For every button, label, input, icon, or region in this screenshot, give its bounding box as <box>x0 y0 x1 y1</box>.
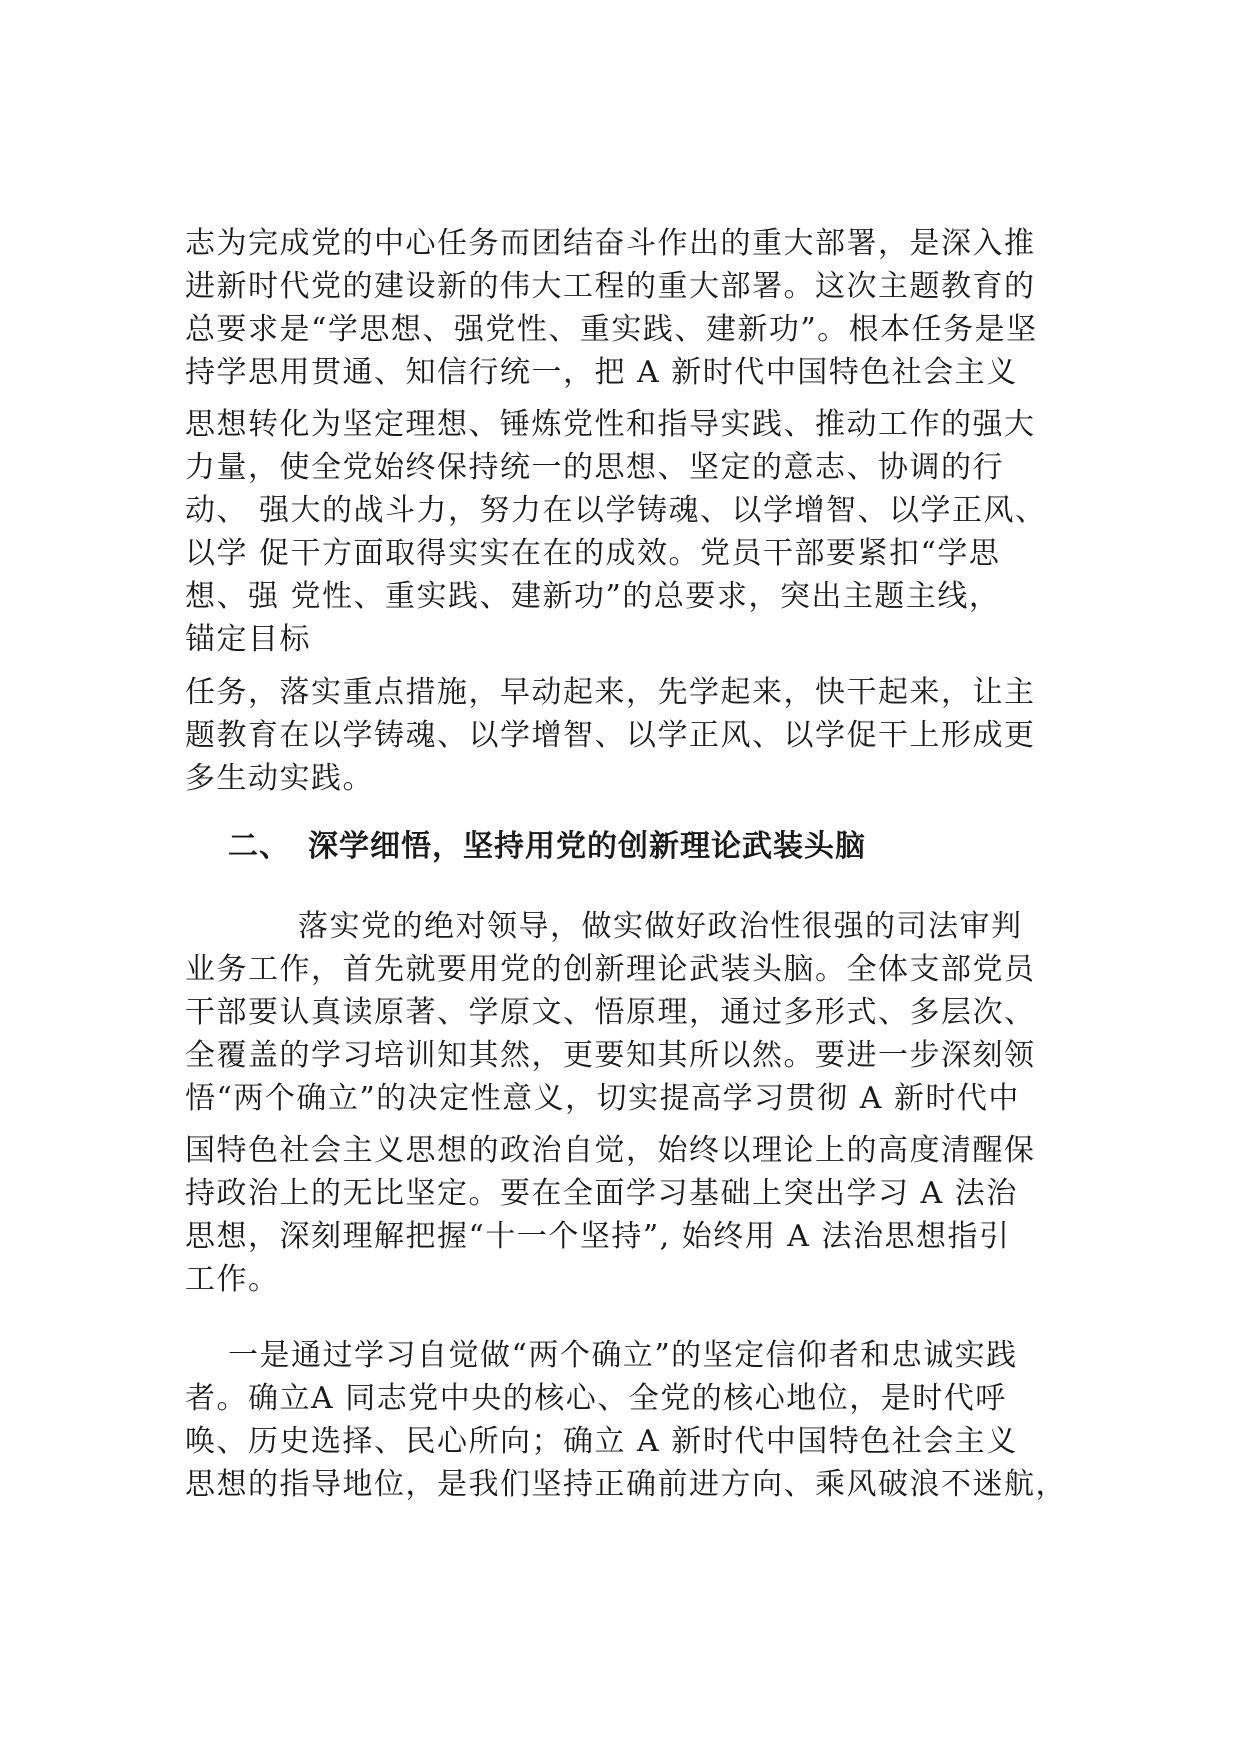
paragraph-2-line-6: 锚定目标 <box>185 622 311 657</box>
paragraph-4-line-5: 悟“两个确立”的决定性意义，切实提高学习贯彻 A 新时代中 <box>185 1081 1020 1116</box>
section-heading-number: 二、 <box>228 829 290 864</box>
paragraph-2-line-5: 想、强 党性、重实践、建新功”的总要求，突出主题主线， <box>185 579 1001 614</box>
paragraph-6-line-2: 者。确立A 同志党中央的核心、全党的核心地位，是时代呼 <box>185 1381 1007 1416</box>
paragraph-5-line-1: 国特色社会主义思想的政治自觉，始终以理论上的高度清醒保 <box>185 1133 1036 1168</box>
paragraph-5-line-2: 持政治上的无比坚定。要在全面学习基础上突出学习 A 法治 <box>185 1176 1018 1211</box>
paragraph-1-line-3: 总要求是“学思想、强党性、重实践、建新功”。根本任务是坚 <box>185 312 1038 347</box>
paragraph-3-line-3: 多生动实践。 <box>185 761 374 796</box>
paragraph-6-line-1: 一是通过学习自觉做“两个确立”的坚定信仰者和忠诚实践 <box>228 1338 1018 1373</box>
paragraph-5-line-4: 工作。 <box>185 1262 280 1297</box>
paragraph-1-line-1: 志为完成党的中心任务而团结奋斗作出的重大部署，是深入推 <box>185 226 1036 261</box>
paragraph-6-line-3: 唤、历史选择、民心所向；确立 A 新时代中国特色社会主义 <box>185 1424 1018 1459</box>
paragraph-5-line-3: 思想，深刻理解把握“十一个坚持”, 始终用 A 法治思想指引 <box>185 1219 1011 1254</box>
paragraph-4-line-4: 全覆盖的学习培训知其然，更要知其所以然。要进一步深刻领 <box>185 1038 1036 1073</box>
section-heading-title: 深学细悟，坚持用党的创新理论武装头脑 <box>308 829 866 864</box>
paragraph-1-line-4: 持学思用贯通、知信行统一，把 A 新时代中国特色社会主义 <box>185 355 1018 390</box>
section-heading <box>228 827 866 867</box>
paragraph-4-line-1: 落实党的绝对领导，做实做好政治性很强的司法审判 <box>298 909 1023 944</box>
paragraph-2-line-1: 思想转化为坚定理想、锤炼党性和指导实践、推动工作的强大 <box>185 407 1036 442</box>
paragraph-6-line-4: 思想的指导地位，是我们坚持正确前进方向、乘风破浪不迷航， <box>185 1467 1067 1502</box>
paragraph-1-line-2: 进新时代党的建设新的伟大工程的重大部署。这次主题教育的 <box>185 269 1036 304</box>
paragraph-3-line-2: 题教育在以学铸魂、以学增智、以学正风、以学促干上形成更 <box>185 718 1036 753</box>
paragraph-4-line-2: 业务工作，首先就要用党的创新理论武装头脑。全体支部党员 <box>185 952 1036 987</box>
paragraph-2-line-4: 以学 促干方面取得实实在在的成效。党员干部要紧扣“学思 <box>185 536 1001 571</box>
paragraph-2-line-2: 力量，使全党始终保持统一的思想、坚定的意志、协调的行 <box>185 450 1004 485</box>
paragraph-4-line-3: 干部要认真读原著、学原文、悟原理，通过多形式、多层次、 <box>185 995 1036 1030</box>
paragraph-3-line-1: 任务，落实重点措施，早动起来，先学起来，快干起来，让主 <box>185 675 1036 710</box>
paragraph-2-line-3: 动、 强大的战斗力，努力在以学铸魂、以学增智、以学正风、 <box>185 493 1047 528</box>
